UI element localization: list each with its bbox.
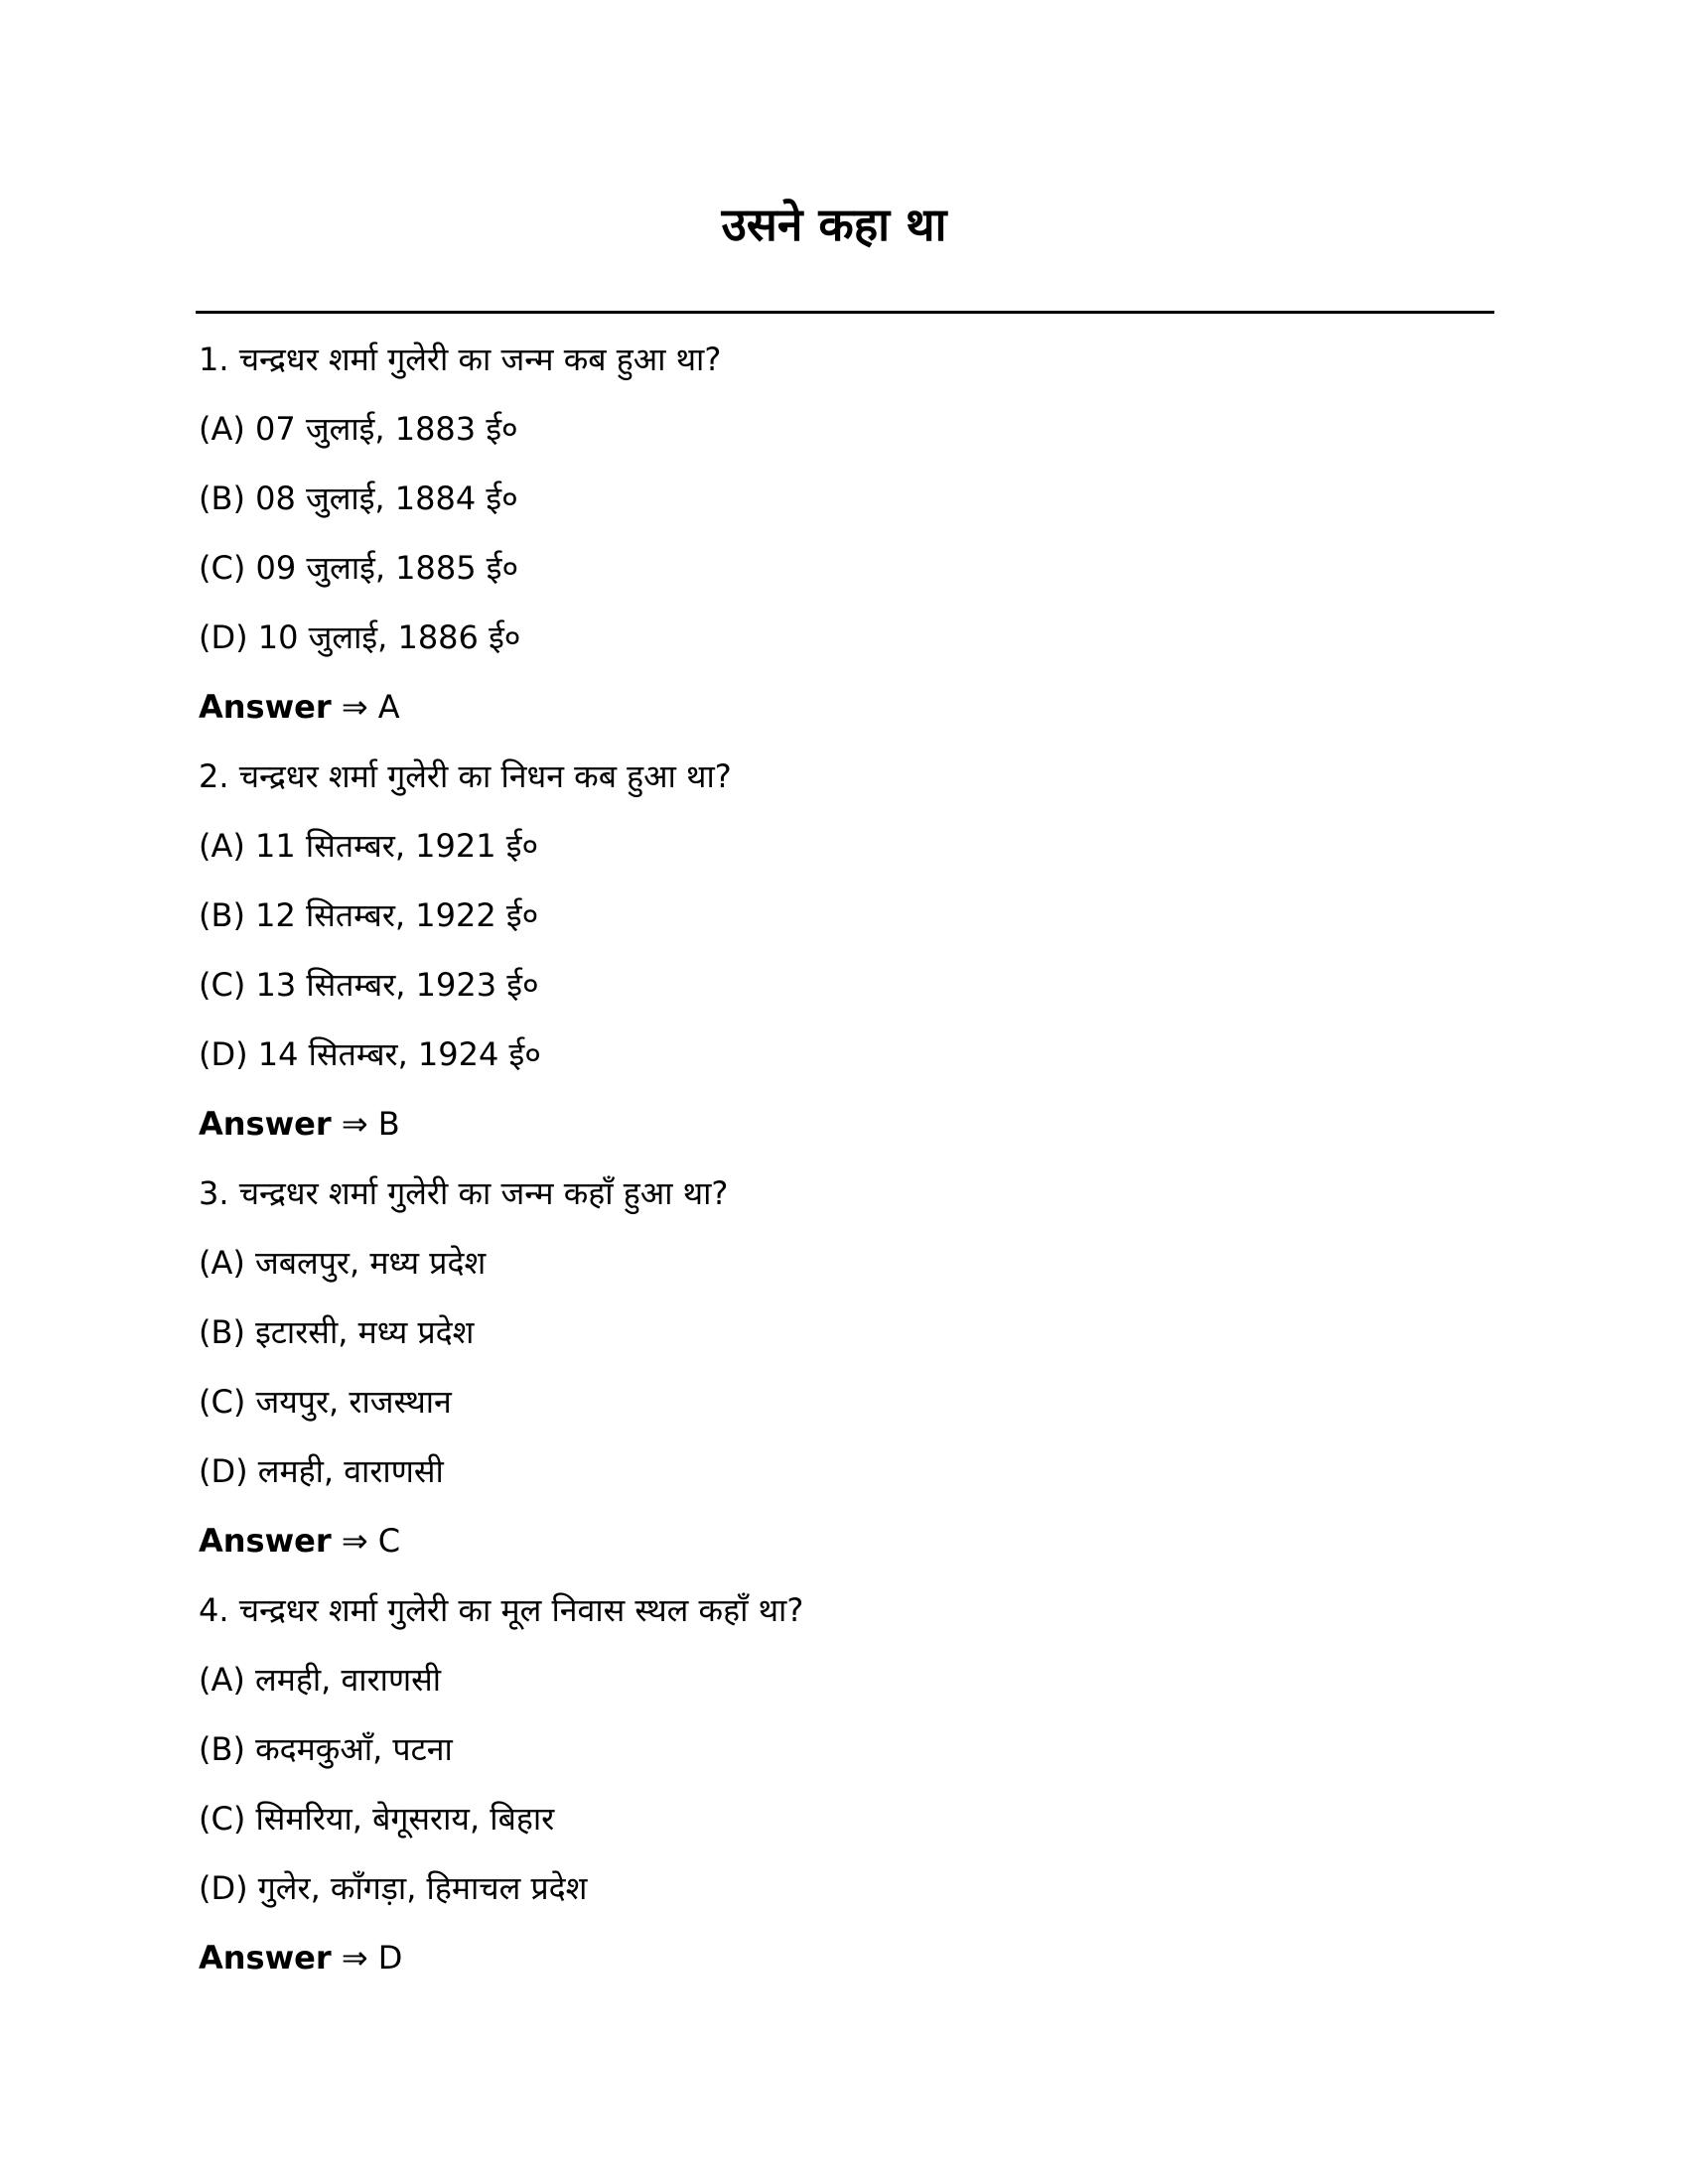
option-b: (B) 08 जुलाई, 1884 ई० [199,479,518,517]
question-text: 4. चन्द्रधर शर्मा गुलेरी का मूल निवास स्थल कहाँ था? [199,1591,804,1629]
question-list [199,330,1489,1997]
option-c: (C) जयपुर, राजस्थान [199,1383,452,1421]
answer-label: Answer [199,688,332,726]
option-b: (B) इटारसी, मध्य प्रदेश [199,1313,475,1351]
question-block [199,1163,1489,1580]
question-text: 2. चन्द्रधर शर्मा गुलेरी का निधन कब हुआ था? [199,757,732,795]
question-block [199,1580,1489,1997]
option-b: (B) 12 सितम्बर, 1922 ई० [199,896,539,934]
answer-line [199,677,1489,747]
page-title: उसने कहा था [721,198,947,251]
option-c: (C) सिमरिया, बेगूसराय, बिहार [199,1800,555,1838]
answer-value: ⇒ B [341,1105,400,1143]
answer-value: ⇒ D [341,1939,403,1977]
option-d: (D) 10 जुलाई, 1886 ई० [199,618,521,656]
option-d: (D) गुलेर, काँगड़ा, हिमाचल प्रदेश [199,1869,588,1907]
option-d: (D) 14 सितम्बर, 1924 ई० [199,1035,541,1073]
answer-line [199,1928,1489,1997]
answer-label: Answer [199,1939,332,1977]
option-b: (B) कदमकुआँ, पटना [199,1730,453,1768]
option-a: (A) जबलपुर, मध्य प्रदेश [199,1244,487,1282]
question-block [199,747,1489,1163]
option-a: (A) 11 सितम्बर, 1921 ई० [199,827,539,865]
option-d: (D) लमही, वाराणसी [199,1452,444,1490]
answer-line [199,1511,1489,1580]
answer-line [199,1094,1489,1163]
answer-label: Answer [199,1522,332,1560]
answer-value: ⇒ C [341,1522,401,1560]
title-divider [196,311,1494,314]
option-a: (A) 07 जुलाई, 1883 ई० [199,410,518,448]
answer-label: Answer [199,1105,332,1143]
question-text: 1. चन्द्रधर शर्मा गुलेरी का जन्म कब हुआ था? [199,341,722,378]
option-c: (C) 13 सितम्बर, 1923 ई० [199,966,539,1004]
question-text: 3. चन्द्रधर शर्मा गुलेरी का जन्म कहाँ हुआ था? [199,1174,729,1212]
question-block [199,330,1489,747]
option-a: (A) लमही, वाराणसी [199,1661,441,1699]
option-c: (C) 09 जुलाई, 1885 ई० [199,549,519,587]
answer-value: ⇒ A [341,688,400,726]
